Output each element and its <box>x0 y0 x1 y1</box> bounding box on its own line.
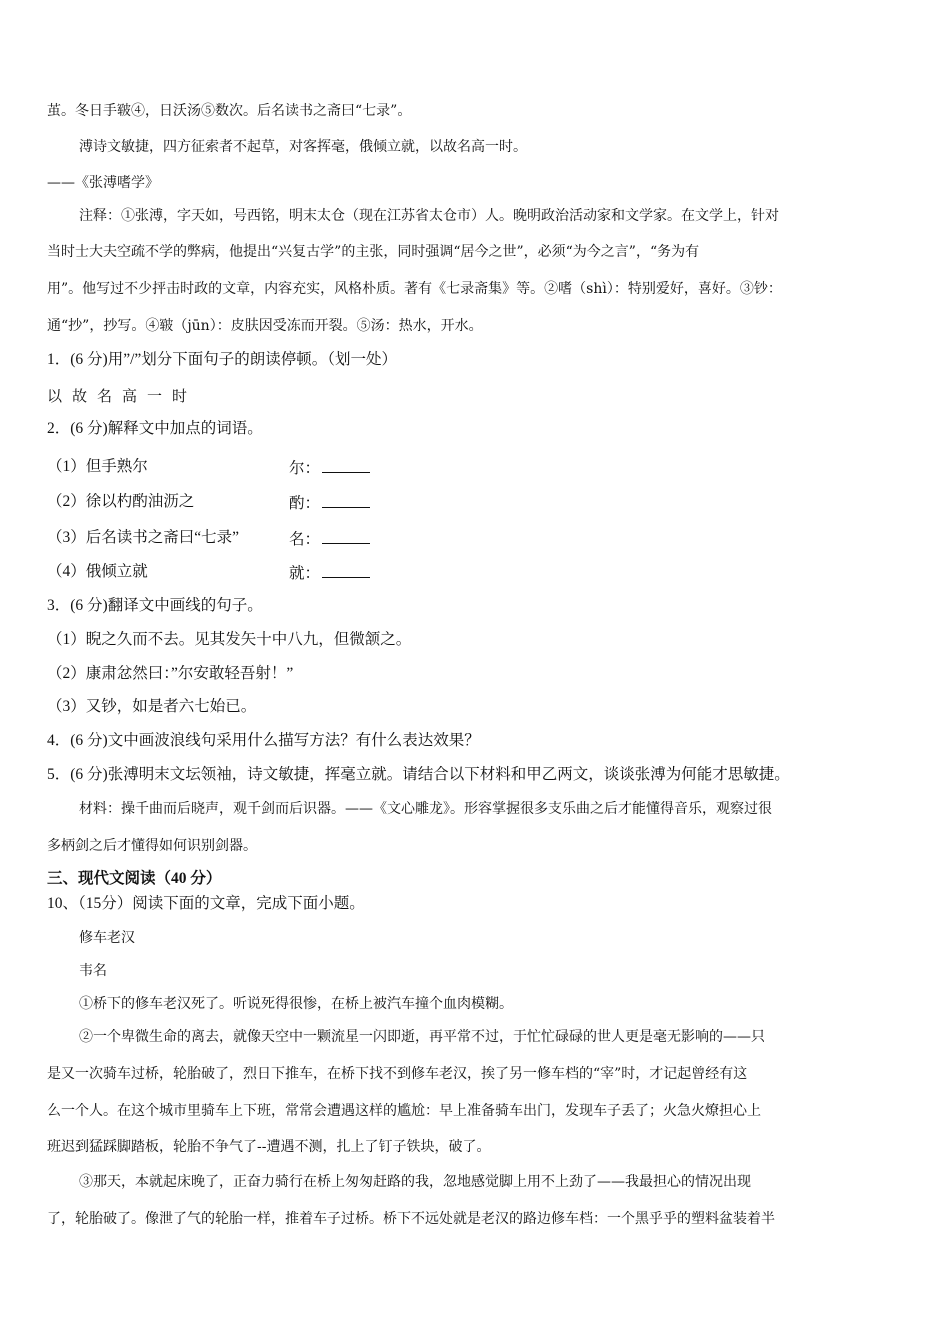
answer-blank[interactable] <box>322 529 370 544</box>
question-3: 3．(6 分)翻译文中画线的句子。 <box>47 597 263 614</box>
passage-source: ——《张溥嗜学》 <box>47 175 159 191</box>
annotation-line: 注释：①张溥，字天如，号西铭，明末太仓（现在江苏省太仓市）人。晚明政治活动家和文学家。在文学上，针对 <box>79 208 779 224</box>
article-paragraph-line: 班迟到猛踩脚踏板，轮胎不争气了--遭遇不测，扎上了钉子铁块，破了。 <box>47 1139 491 1155</box>
article-author: 韦名 <box>79 963 107 979</box>
article-title: 修车老汉 <box>79 930 135 946</box>
answer-blank[interactable] <box>322 493 370 508</box>
article-paragraph-line: 么一个人。在这个城市里骑车上下班，常常会遭遇这样的尴尬：早上准备骑车出门，发现车子丢了；火急火燎担心上 <box>47 1103 761 1119</box>
q2-item-answer[interactable] <box>289 561 370 583</box>
annotation-line: 通“抄”，抄写。④皲（jūn）：皮肤因受冻而开裂。⑤汤：热水，开水。 <box>47 318 483 334</box>
passage-continuation: 茧。冬日手皲④，日沃汤⑤数次。后名读书之斋曰“七录”。 <box>47 103 412 119</box>
article-paragraph-line: 了，轮胎破了。像泄了气的轮胎一样，推着车子过桥。桥下不远处就是老汉的路边修车档：一个黑乎乎的塑料盆装着半 <box>47 1211 775 1227</box>
q2-item-answer[interactable] <box>289 527 370 549</box>
question-2: 2．(6 分)解释文中加点的词语。 <box>47 420 263 437</box>
question-5: 5．(6 分)张溥明末文坛领袖，诗文敏捷，挥毫立就。请结合以下材料和甲乙两文，谈谈张溥为何能才思敏捷。 <box>47 766 790 783</box>
article-paragraph-line: 是又一次骑车过桥，轮胎破了，烈日下推车，在桥下找不到修车老汉，挨了另一修车档的“宰”时，才记起曾经有这 <box>47 1066 748 1082</box>
q2-item-right: 就： <box>289 565 321 582</box>
q2-item-left: （1）但手熟尔 <box>47 458 148 475</box>
question-1: 1．(6 分)用”/”划分下面句子的朗读停顿。（划一处） <box>47 351 398 368</box>
question-5-material: 材料：操千曲而后晓声，观千剑而后识器。——《文心雕龙》。形容掌握很多支乐曲之后才能懂得音乐，观察过很 <box>79 801 772 817</box>
answer-blank[interactable] <box>322 458 370 473</box>
q2-item-right: 尔： <box>289 460 321 477</box>
annotation-line: 当时士大夫空疏不学的弊病，他提出“兴复古学”的主张，同时强调“居今之世”，必须“为今之言”，“务为有 <box>47 244 700 260</box>
passage-paragraph: 溥诗文敏捷，四方征索者不起草，对客挥毫，俄倾立就，以故名高一时。 <box>79 139 527 155</box>
question-3-item: （2）康肃忿然曰：”尔安敢轻吾射！” <box>47 665 294 682</box>
question-10: 10、（15分）阅读下面的文章，完成下面小题。 <box>47 895 365 912</box>
article-paragraph: ①桥下的修车老汉死了。听说死得很惨，在桥上被汽车撞个血肉模糊。 <box>79 996 513 1012</box>
question-1-sentence: 以故名高一时 <box>47 387 198 405</box>
question-3-item: （1）睨之久而不去。见其发矢十中八九，但微颔之。 <box>47 631 412 648</box>
q2-item-right: 名： <box>289 531 321 548</box>
article-paragraph: ③那天，本就起床晚了，正奋力骑行在桥上匆匆赶路的我，忽地感觉脚上用不上劲了——我最担心的情况出现 <box>79 1174 751 1190</box>
question-4: 4．(6 分)文中画波浪线句采用什么描写方法？有什么表达效果？ <box>47 732 480 749</box>
annotation-line: 用”。他写过不少抨击时政的文章，内容充实，风格朴质。著有《七录斋集》等。②嗜（shì）：特别爱好，喜好。③钞： <box>47 281 782 297</box>
q2-item-answer[interactable] <box>289 491 370 513</box>
question-5-material: 多柄剑之后才懂得如何识别剑器。 <box>47 838 257 854</box>
q2-item-left: （2）徐以杓酌油沥之 <box>47 493 195 510</box>
answer-blank[interactable] <box>322 563 370 578</box>
q2-item-right: 酌： <box>289 495 321 512</box>
question-3-item: （3）又钞，如是者六七始已。 <box>47 698 257 715</box>
section-heading: 三、现代文阅读（40 分） <box>47 870 222 887</box>
q2-item-left: （4）俄倾立就 <box>47 563 148 580</box>
q2-item-answer[interactable] <box>289 456 370 478</box>
q2-item-left: （3）后名读书之斋曰“七录” <box>47 529 240 546</box>
article-paragraph: ②一个卑微生命的离去，就像天空中一颗流星一闪即逝，再平常不过，于忙忙碌碌的世人更是毫无影响的——只 <box>79 1029 765 1045</box>
